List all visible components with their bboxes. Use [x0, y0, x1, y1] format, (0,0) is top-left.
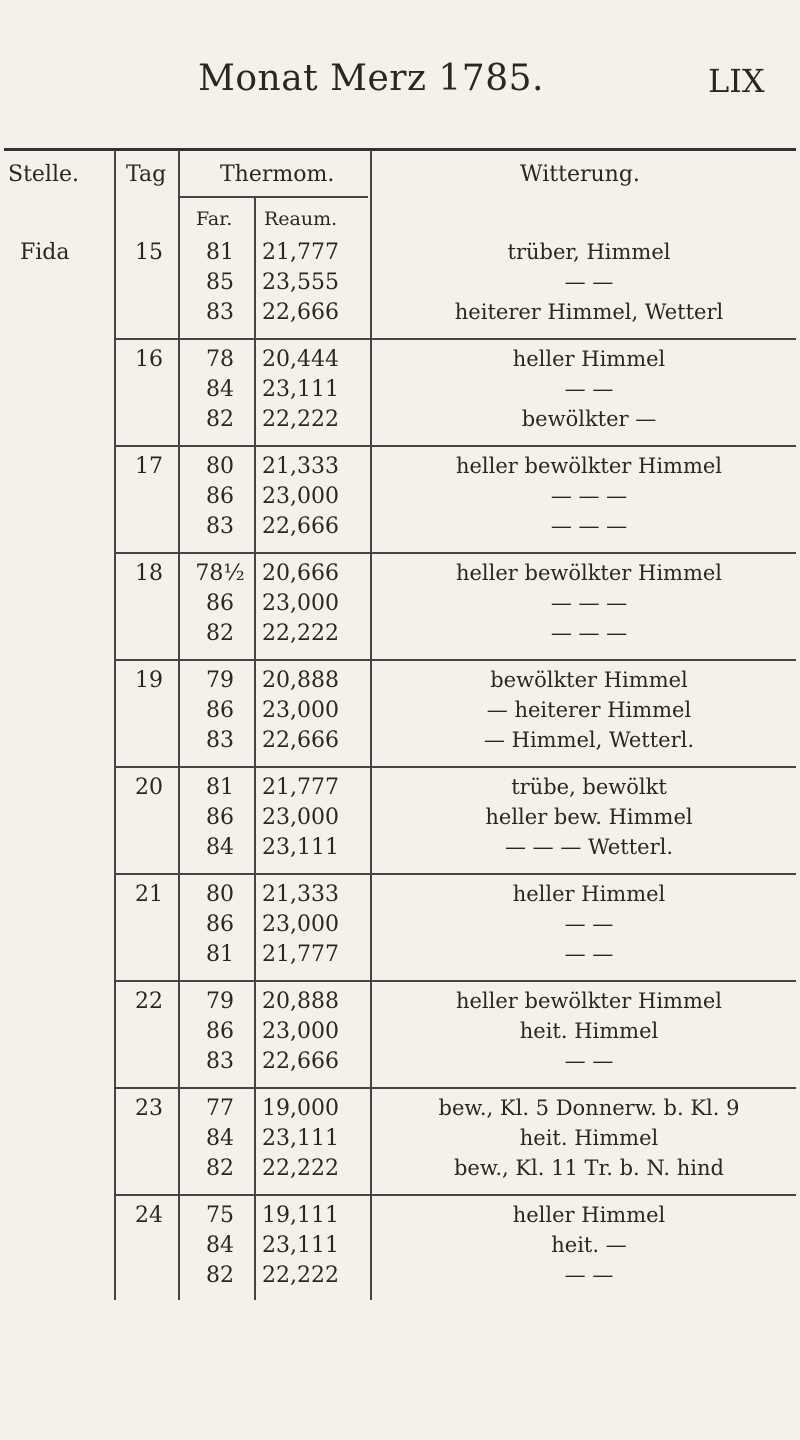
row-divider [114, 552, 796, 554]
reaumur-value: 23,111 [262, 377, 339, 402]
weather-text: — — — [550, 621, 628, 645]
reaumur-value: 23,000 [262, 484, 339, 509]
fahrenheit-value: 78½ [195, 561, 245, 586]
reaumur-value: 23,555 [262, 270, 339, 295]
reaumur-value: 19,000 [262, 1096, 339, 1121]
reaumur-value: 20,888 [262, 989, 339, 1014]
reaumur-value: 20,888 [262, 668, 339, 693]
reaumur-value: 23,111 [262, 1126, 339, 1151]
row-divider [114, 766, 796, 768]
page-title: Monat Merz 1785. [198, 58, 544, 99]
fahrenheit-value: 86 [206, 591, 234, 616]
weather-text: — heiterer Himmel [486, 698, 692, 722]
reaumur-value: 23,111 [262, 835, 339, 860]
row-divider [114, 1194, 796, 1196]
fahrenheit-value: 82 [206, 621, 234, 646]
column-header-place: Stelle. [8, 162, 80, 187]
column-header-thermometer: Thermom. [220, 162, 335, 187]
weather-text: bew., Kl. 11 Tr. b. N. hind [453, 1156, 724, 1180]
row-divider [114, 980, 796, 982]
reaumur-value: 19,111 [262, 1203, 339, 1228]
weather-text: trübe, bewölkt [511, 775, 667, 799]
reaumur-value: 23,000 [262, 912, 339, 937]
reaumur-value: 22,222 [262, 407, 339, 432]
weather-text: trüber, Himmel [507, 240, 671, 264]
reaumur-value: 22,666 [262, 1049, 339, 1074]
thermometer-rule [180, 196, 368, 198]
reaumur-value: 22,666 [262, 300, 339, 325]
divider-far [254, 196, 256, 1300]
subheader-far: Far. [196, 208, 233, 230]
reaumur-value: 23,000 [262, 805, 339, 830]
reaumur-value: 21,777 [262, 775, 339, 800]
reaumur-value: 22,222 [262, 1263, 339, 1288]
row-divider [114, 445, 796, 447]
weather-text: bewölkter — [521, 407, 657, 431]
fahrenheit-value: 78 [206, 347, 234, 372]
row-divider [114, 659, 796, 661]
reaumur-value: 21,333 [262, 454, 339, 479]
reaumur-value: 22,666 [262, 728, 339, 753]
reaumur-value: 21,777 [262, 942, 339, 967]
place-name: Fida [20, 240, 70, 265]
fahrenheit-value: 86 [206, 484, 234, 509]
fahrenheit-value: 83 [206, 1049, 234, 1074]
fahrenheit-value: 83 [206, 300, 234, 325]
fahrenheit-value: 80 [206, 454, 234, 479]
weather-text: heller bew. Himmel [485, 805, 693, 829]
page-header [0, 58, 800, 108]
day-number: 17 [135, 454, 163, 479]
fahrenheit-value: 85 [206, 270, 234, 295]
weather-text: — — [564, 1263, 614, 1287]
fahrenheit-value: 81 [206, 240, 234, 265]
divider-place [114, 150, 116, 1300]
row-divider [114, 1087, 796, 1089]
weather-text: bewölkter Himmel [490, 668, 688, 692]
day-number: 24 [135, 1203, 163, 1228]
fahrenheit-value: 77 [206, 1096, 234, 1121]
column-header-day: Tag [126, 162, 167, 187]
reaumur-value: 21,777 [262, 240, 339, 265]
row-divider [114, 338, 796, 340]
page-number: LIX [708, 62, 765, 100]
top-rule [4, 148, 796, 151]
fahrenheit-value: 80 [206, 882, 234, 907]
fahrenheit-value: 82 [206, 1263, 234, 1288]
reaumur-value: 22,666 [262, 514, 339, 539]
weather-text: heit. — [551, 1233, 627, 1257]
fahrenheit-value: 75 [206, 1203, 234, 1228]
weather-text: — — [564, 1049, 614, 1073]
weather-text: heller Himmel [512, 882, 666, 906]
fahrenheit-value: 86 [206, 912, 234, 937]
weather-text: — — — [550, 514, 628, 538]
fahrenheit-value: 81 [206, 775, 234, 800]
fahrenheit-value: 86 [206, 698, 234, 723]
fahrenheit-value: 84 [206, 835, 234, 860]
weather-text: — — — Wetterl. [504, 835, 674, 859]
divider-thermo [370, 150, 372, 1300]
divider-day [178, 150, 180, 1300]
day-number: 20 [135, 775, 163, 800]
day-number: 21 [135, 882, 163, 907]
weather-text: — — [564, 912, 614, 936]
fahrenheit-value: 79 [206, 989, 234, 1014]
reaumur-value: 23,000 [262, 591, 339, 616]
weather-text: heit. Himmel [519, 1019, 659, 1043]
fahrenheit-value: 84 [206, 1233, 234, 1258]
reaumur-value: 21,333 [262, 882, 339, 907]
fahrenheit-value: 79 [206, 668, 234, 693]
fahrenheit-value: 82 [206, 407, 234, 432]
column-header-weather: Witterung. [520, 162, 640, 187]
weather-text: heller bewölkter Himmel [455, 454, 723, 478]
fahrenheit-value: 86 [206, 1019, 234, 1044]
day-number: 18 [135, 561, 163, 586]
weather-text: — — — [550, 591, 628, 615]
weather-text: — — [564, 270, 614, 294]
fahrenheit-value: 82 [206, 1156, 234, 1181]
weather-text: bew., Kl. 5 Donnerw. b. Kl. 9 [438, 1096, 740, 1120]
weather-text: — — [564, 942, 614, 966]
reaumur-value: 23,111 [262, 1233, 339, 1258]
reaumur-value: 23,000 [262, 1019, 339, 1044]
fahrenheit-value: 84 [206, 377, 234, 402]
reaumur-value: 22,222 [262, 1156, 339, 1181]
weather-text: heit. Himmel [519, 1126, 659, 1150]
fahrenheit-value: 86 [206, 805, 234, 830]
weather-text: heiterer Himmel, Wetterl [454, 300, 724, 324]
row-divider [114, 873, 796, 875]
reaumur-value: 22,222 [262, 621, 339, 646]
day-number: 19 [135, 668, 163, 693]
weather-text: heller bewölkter Himmel [455, 989, 723, 1013]
fahrenheit-value: 81 [206, 942, 234, 967]
day-number: 16 [135, 347, 163, 372]
day-number: 22 [135, 989, 163, 1014]
fahrenheit-value: 83 [206, 514, 234, 539]
subheader-reaum: Reaum. [264, 208, 338, 230]
reaumur-value: 20,666 [262, 561, 339, 586]
weather-text: — — — [550, 484, 628, 508]
weather-text: — Himmel, Wetterl. [483, 728, 695, 752]
day-number: 23 [135, 1096, 163, 1121]
fahrenheit-value: 83 [206, 728, 234, 753]
weather-text: — — [564, 377, 614, 401]
reaumur-value: 20,444 [262, 347, 339, 372]
fahrenheit-value: 84 [206, 1126, 234, 1151]
reaumur-value: 23,000 [262, 698, 339, 723]
weather-text: heller bewölkter Himmel [455, 561, 723, 585]
weather-text: heller Himmel [512, 347, 666, 371]
weather-text: heller Himmel [512, 1203, 666, 1227]
day-number: 15 [135, 240, 163, 265]
